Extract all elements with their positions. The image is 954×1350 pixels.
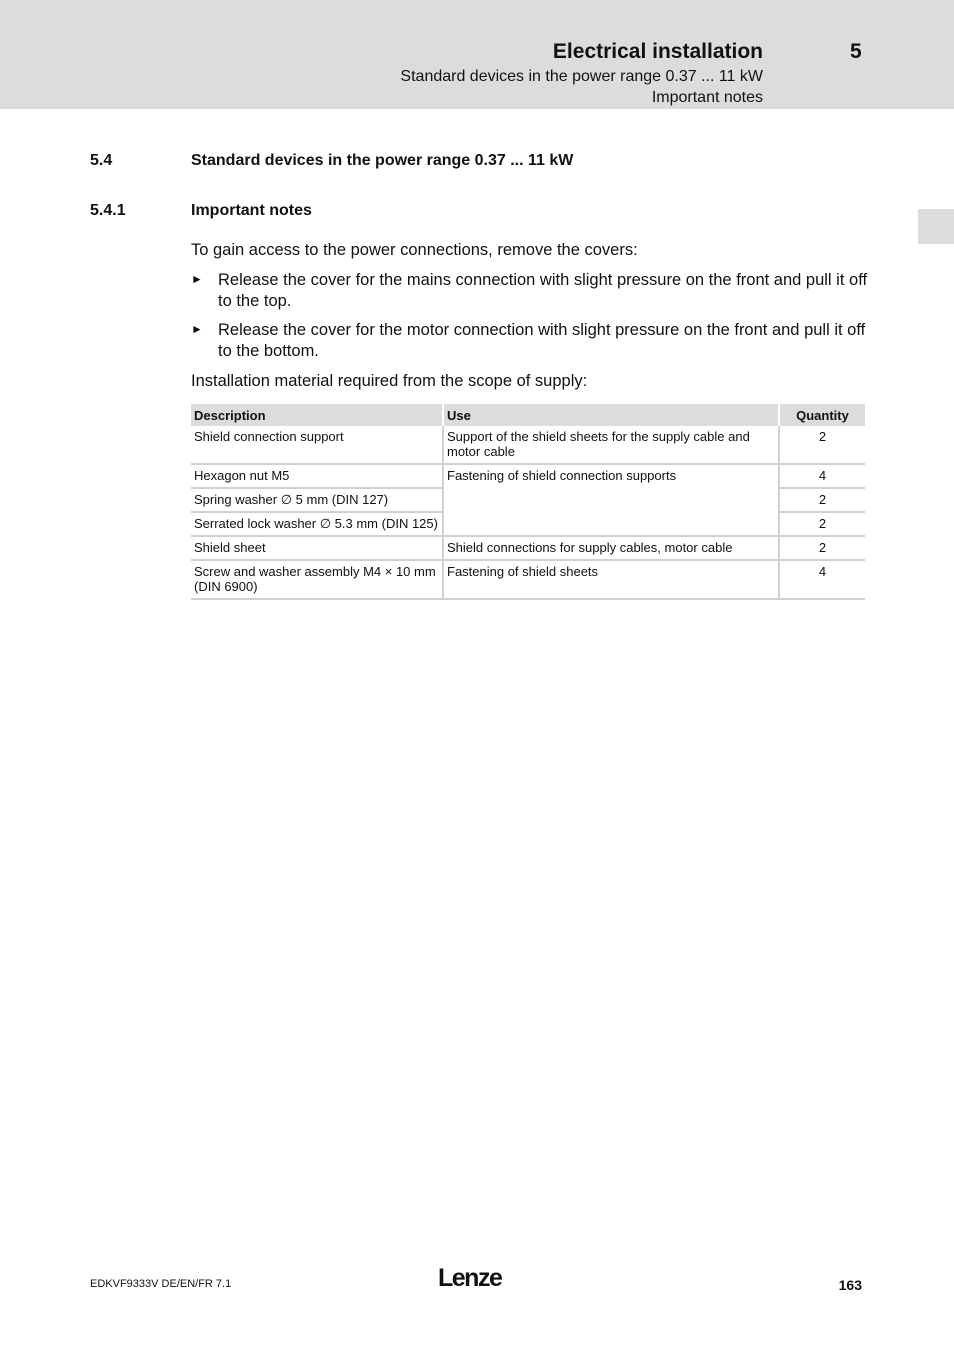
cell-use: Fastening of shield sheets bbox=[443, 560, 779, 599]
chapter-number: 5 bbox=[850, 40, 862, 63]
cell-quantity: 2 bbox=[779, 426, 865, 464]
cell-description: Screw and washer assembly M4 × 10 mm (DIN 6900) bbox=[191, 560, 443, 599]
table-row bbox=[191, 536, 865, 560]
bullet-arrow-icon: ► bbox=[191, 272, 203, 286]
column-header-use: Use bbox=[443, 404, 779, 426]
cell-quantity: 4 bbox=[779, 464, 865, 488]
cell-description: Spring washer ∅ 5 mm (DIN 127) bbox=[191, 488, 443, 512]
section-number: 5.4 bbox=[90, 152, 113, 169]
material-intro: Installation material required from the scope of supply: bbox=[191, 372, 588, 390]
bullet-item bbox=[191, 320, 866, 362]
cell-description: Shield connection support bbox=[191, 426, 443, 464]
header-band bbox=[0, 0, 954, 109]
table-row bbox=[191, 426, 865, 464]
header-subtitle-section: Standard devices in the power range 0.37 ... 11 kW bbox=[400, 68, 763, 85]
cell-description: Hexagon nut M5 bbox=[191, 464, 443, 488]
cell-description: Shield sheet bbox=[191, 536, 443, 560]
chapter-side-tab bbox=[918, 209, 954, 244]
table-row bbox=[191, 560, 865, 599]
column-header-quantity: Quantity bbox=[779, 404, 865, 426]
subsection-number: 5.4.1 bbox=[90, 202, 126, 219]
section-title: Standard devices in the power range 0.37 ... 11 kW bbox=[191, 152, 574, 169]
cell-quantity: 2 bbox=[779, 488, 865, 512]
bullet-item bbox=[191, 270, 868, 312]
cell-quantity: 2 bbox=[779, 536, 865, 560]
cell-quantity: 2 bbox=[779, 512, 865, 536]
bullet-text: Release the cover for the mains connection with slight pressure on the front and pull it off to the top. bbox=[218, 271, 868, 310]
cell-quantity: 4 bbox=[779, 560, 865, 599]
bullet-arrow-icon: ► bbox=[191, 322, 203, 336]
table-header-row bbox=[191, 404, 865, 426]
intro-paragraph: To gain access to the power connections, remove the covers: bbox=[191, 241, 638, 259]
cell-use: Support of the shield sheets for the supply cable and motor cable bbox=[443, 426, 779, 464]
bullet-text: Release the cover for the motor connection with slight pressure on the front and pull it off to the bottom. bbox=[218, 321, 866, 360]
lenze-logo: Lenze bbox=[438, 1264, 502, 1292]
installation-material-table bbox=[191, 404, 865, 600]
subsection-title: Important notes bbox=[191, 202, 312, 219]
chapter-title: Electrical installation bbox=[552, 40, 763, 63]
column-header-description: Description bbox=[191, 404, 443, 426]
header-subtitle-subsection: Important notes bbox=[651, 89, 763, 106]
footer-document-id: EDKVF9333V DE/EN/FR 7.1 bbox=[90, 1278, 232, 1290]
cell-use: Fastening of shield connection supports bbox=[443, 464, 779, 536]
page-number: 163 bbox=[838, 1277, 862, 1293]
cell-use: Shield connections for supply cables, motor cable bbox=[443, 536, 779, 560]
cell-description: Serrated lock washer ∅ 5.3 mm (DIN 125) bbox=[191, 512, 443, 536]
table-row bbox=[191, 464, 865, 488]
